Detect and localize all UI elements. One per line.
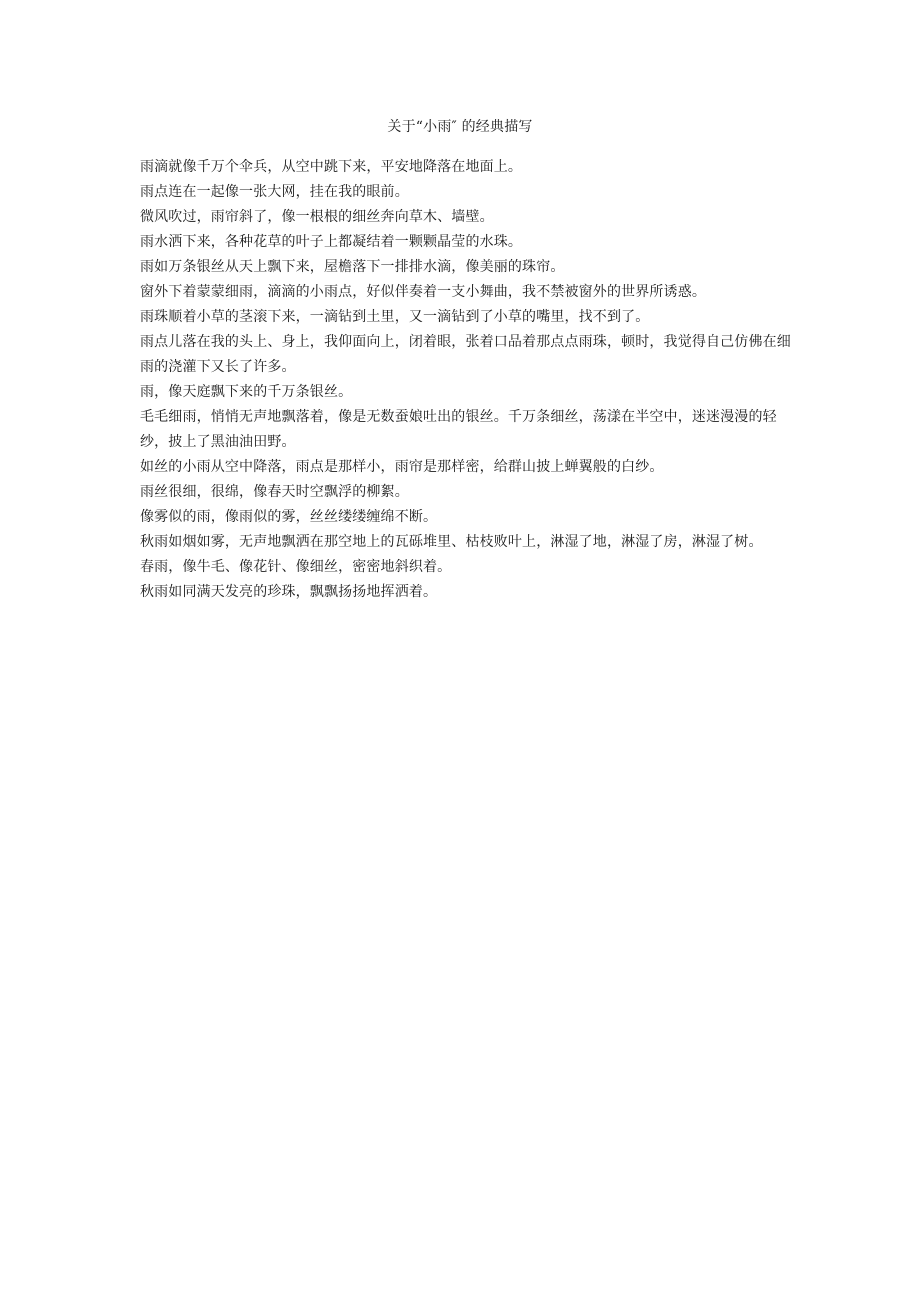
- paragraph: 微风吹过，雨帘斜了，像一根根的细丝奔向草木、墙壁。: [140, 209, 494, 225]
- paragraph: 雨如万条银丝从天上飘下来，屋檐落下一排排水滴，像美丽的珠帘。: [140, 259, 565, 275]
- paragraph: 雨点儿落在我的头上、身上，我仰面向上，闭着眼，张着口品着那点点雨珠，顿时，我觉得自己仿佛在细雨的浇灌下又长了许多。: [140, 334, 791, 375]
- paragraph: 像雾似的雨，像雨似的雾，丝丝缕缕缠绵不断。: [140, 509, 438, 525]
- paragraph: 雨，像天庭飘下来的千万条银丝。: [140, 384, 353, 400]
- paragraph: 春雨，像牛毛、像花针、像细丝，密密地斜织着。: [140, 559, 452, 575]
- paragraph: 秋雨如同满天发亮的珍珠，飘飘扬扬地挥洒着。: [140, 584, 438, 600]
- paragraph: 雨滴就像千万个伞兵，从空中跳下来，平安地降落在地面上。: [140, 159, 523, 175]
- document-title: 关于“小雨″ 的经典描写: [387, 119, 533, 135]
- paragraph: 如丝的小雨从空中降落，雨点是那样小，雨帘是那样密，给群山披上蝉翼般的白纱。: [140, 459, 664, 475]
- paragraph: 毛毛细雨，悄悄无声地飘落着，像是无数蚕娘吐出的银丝。千万条细丝，荡漾在半空中，迷迷漫漫的轻纱，披上了黑油油田野。: [140, 409, 777, 450]
- paragraph: 雨点连在一起像一张大网，挂在我的眼前。: [140, 184, 409, 200]
- paragraph: 雨水洒下来，各种花草的叶子上都凝结着一颗颗晶莹的水珠。: [140, 234, 523, 250]
- paragraph: 雨珠顺着小草的茎滚下来，一滴钻到土里，又一滴钻到了小草的嘴里，找不到了。: [140, 309, 650, 325]
- document-body: [140, 155, 792, 605]
- paragraph: 窗外下着蒙蒙细雨，滴滴的小雨点，好似伴奏着一支小舞曲，我不禁被窗外的世界所诱惑。: [140, 284, 706, 300]
- paragraph: 秋雨如烟如雾，无声地飘洒在那空地上的瓦砾堆里、枯枝败叶上，淋湿了地，淋湿了房，淋湿了树。: [140, 534, 763, 550]
- paragraph: 雨丝很细，很绵，像春天时空飘浮的柳絮。: [140, 484, 409, 500]
